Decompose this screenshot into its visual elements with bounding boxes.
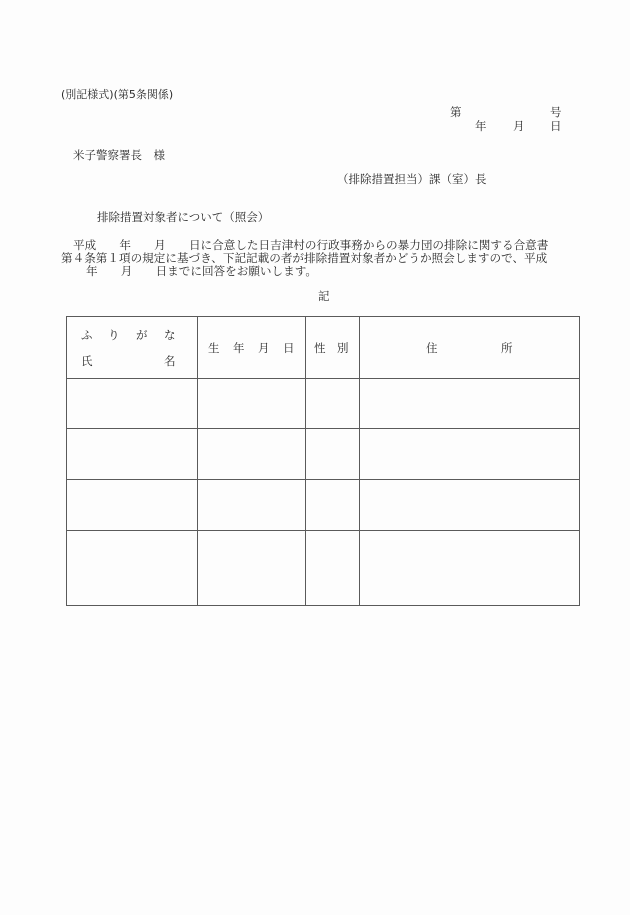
date-month: 月 bbox=[513, 119, 525, 133]
row-2-sex-cell[interactable] bbox=[306, 429, 359, 479]
form-label: (別記様式)(第5条関係) bbox=[61, 88, 174, 101]
ki-label: 記 bbox=[318, 289, 330, 303]
body-line-2: 第４条第１項の規定に基づき、下記記載の者が排除措置対象者かどうか照会しますので、平成 bbox=[61, 251, 548, 265]
row-2-name-cell[interactable] bbox=[67, 429, 197, 479]
row-1-address-cell[interactable] bbox=[360, 379, 579, 428]
number-prefix: 第 bbox=[450, 105, 462, 119]
furigana-3: が bbox=[136, 328, 148, 342]
row-3-sex-cell[interactable] bbox=[306, 480, 359, 530]
row-4-sex-cell[interactable] bbox=[306, 531, 359, 605]
date-year: 年 bbox=[475, 119, 487, 133]
date-day: 日 bbox=[550, 119, 562, 133]
number-suffix: 号 bbox=[550, 105, 562, 119]
row-4-name-cell[interactable] bbox=[67, 531, 197, 605]
header-name bbox=[67, 317, 197, 378]
address-label-1: 住 bbox=[426, 341, 438, 355]
row-3-name-cell[interactable] bbox=[67, 480, 197, 530]
subject-table bbox=[66, 316, 580, 606]
header-address bbox=[360, 317, 579, 378]
furigana-2: り bbox=[108, 328, 120, 342]
sender: （排除措置担当）課（室）長 bbox=[337, 172, 487, 186]
row-3-address-cell[interactable] bbox=[360, 480, 579, 530]
name-label-2: 名 bbox=[164, 354, 176, 368]
row-1-birthdate-cell[interactable] bbox=[198, 379, 305, 428]
furigana-4: な bbox=[164, 328, 176, 342]
header-birthdate: 生 年 月 日 bbox=[208, 341, 296, 355]
address-label-2: 所 bbox=[501, 341, 513, 355]
row-2-birthdate-cell[interactable] bbox=[198, 429, 305, 479]
row-2-address-cell[interactable] bbox=[360, 429, 579, 479]
name-label-1: 氏 bbox=[81, 354, 93, 368]
subject-title: 排除措置対象者について（照会） bbox=[97, 210, 270, 224]
row-1-name-cell[interactable] bbox=[67, 379, 197, 428]
addressee: 米子警察署長 様 bbox=[73, 148, 165, 162]
furigana-1: ふ bbox=[81, 328, 93, 342]
header-sex: 性 別 bbox=[314, 341, 349, 355]
row-3-birthdate-cell[interactable] bbox=[198, 480, 305, 530]
body-line-3: 年 月 日までに回答をお願いします。 bbox=[86, 264, 317, 278]
body-line-1: 平成 年 月 日に合意した日吉津村の行政事務からの暴力団の排除に関する合意書 bbox=[73, 238, 549, 252]
row-4-address-cell[interactable] bbox=[360, 531, 579, 605]
row-1-sex-cell[interactable] bbox=[306, 379, 359, 428]
row-4-birthdate-cell[interactable] bbox=[198, 531, 305, 605]
